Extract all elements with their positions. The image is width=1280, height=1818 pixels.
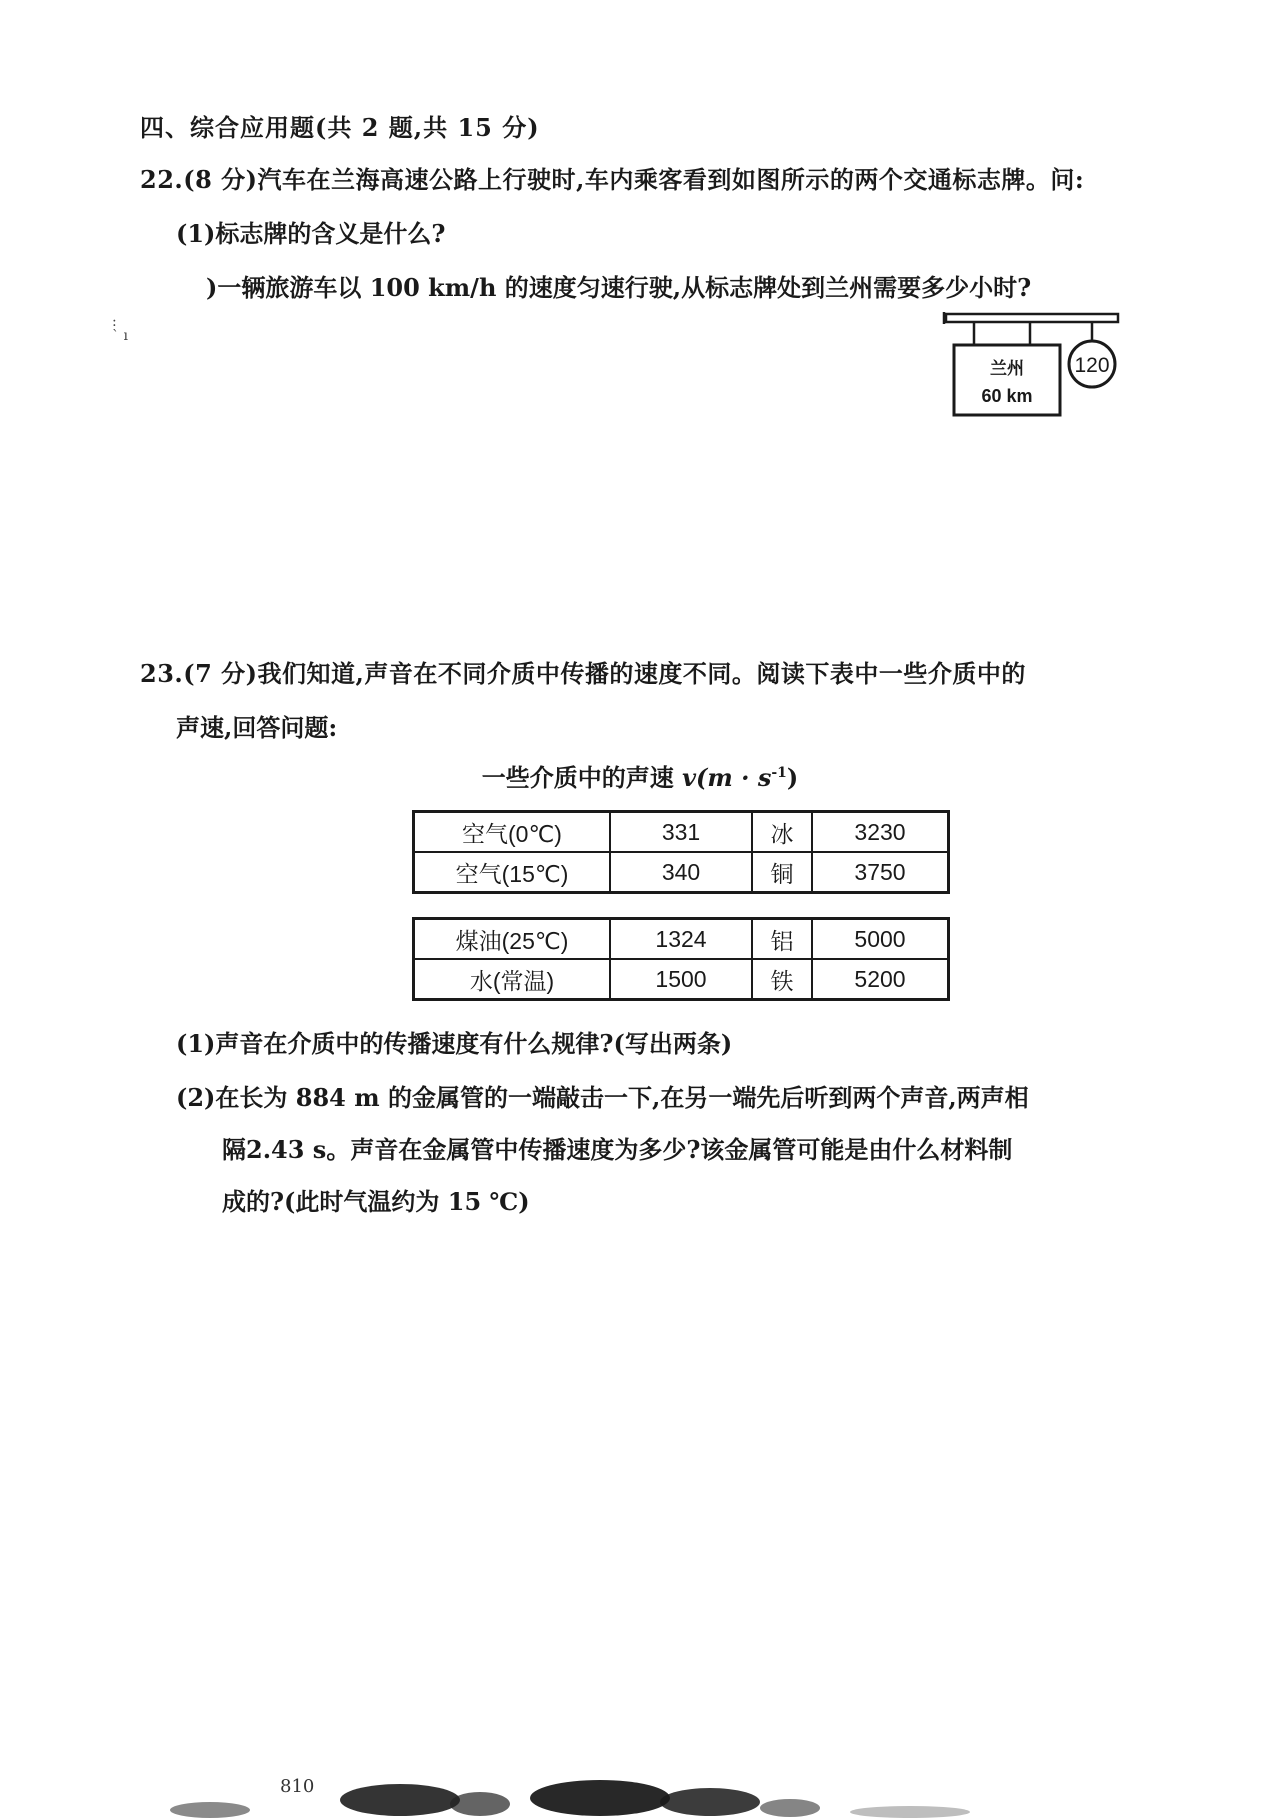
medium-cell: 铝: [752, 919, 812, 960]
speed-cell: 3750: [812, 852, 949, 893]
sound-speed-table-b: [412, 917, 950, 1001]
question-22-sub1: (1)标志牌的含义是什么?: [176, 219, 446, 248]
medium-cell: 空气(0℃): [414, 812, 611, 853]
question-23-sub1: (1)声音在介质中的传播速度有什么规律?(写出两条): [176, 1029, 733, 1058]
table-row: [414, 812, 949, 853]
scan-specks: : ` ı: [112, 314, 128, 344]
sign-city: 兰州: [990, 359, 1024, 379]
speed-limit-value: 120: [1074, 354, 1110, 377]
speed-cell: 340: [610, 852, 752, 893]
medium-cell: 铁: [752, 959, 812, 1000]
question-23-stem: 23.(7 分)我们知道,声音在不同介质中传播的速度不同。阅读下表中一些介质中的: [140, 659, 1026, 688]
table-title: 一些介质中的声速: [481, 763, 674, 792]
section-heading: 四、综合应用题(共 2 题,共 15 分): [140, 113, 540, 142]
question-23-sub2-line1: (2)在长为 884 m 的金属管的一端敲击一下,在另一端先后听到两个声音,两声相: [176, 1083, 1029, 1112]
medium-cell: 水(常温): [414, 959, 611, 1000]
speed-cell: 5200: [812, 959, 949, 1000]
question-23-sub2-line3: 成的?(此时气温约为 15 ℃): [222, 1187, 530, 1216]
table-unit-exponent: -1: [771, 765, 787, 781]
table-unit-close: ): [786, 763, 799, 792]
sound-speed-table-a: [412, 810, 950, 894]
sign-gantry: [946, 314, 1118, 322]
speed-cell: 5000: [812, 919, 949, 960]
question-23-sub2-line2: 隔2.43 s。声音在金属管中传播速度为多少?该金属管可能是由什么材料制: [222, 1135, 1013, 1164]
table-unit: v(m · s: [682, 763, 772, 792]
question-23-stem-cont: 声速,回答问题:: [176, 713, 338, 742]
speed-cell: 331: [610, 812, 752, 853]
medium-cell: 冰: [752, 812, 812, 853]
sign-distance: 60 km: [981, 386, 1033, 406]
page-mark: 810: [280, 1776, 315, 1797]
question-22-sub2: )一辆旅游车以 100 km/h 的速度匀速行驶,从标志牌处到兰州需要多少小时?: [206, 273, 1032, 302]
traffic-sign-figure: [940, 312, 1120, 418]
medium-cell: 煤油(25℃): [414, 919, 611, 960]
table-row: [414, 959, 949, 1000]
question-22-stem: 22.(8 分)汽车在兰海高速公路上行驶时,车内乘客看到如图所示的两个交通标志牌。问:: [140, 165, 1085, 194]
speed-cell: 1324: [610, 919, 752, 960]
medium-cell: 空气(15℃): [414, 852, 611, 893]
table-caption: [0, 758, 1280, 793]
table-row: [414, 919, 949, 960]
medium-cell: 铜: [752, 852, 812, 893]
speed-cell: 3230: [812, 812, 949, 853]
speed-cell: 1500: [610, 959, 752, 1000]
table-row: [414, 852, 949, 893]
